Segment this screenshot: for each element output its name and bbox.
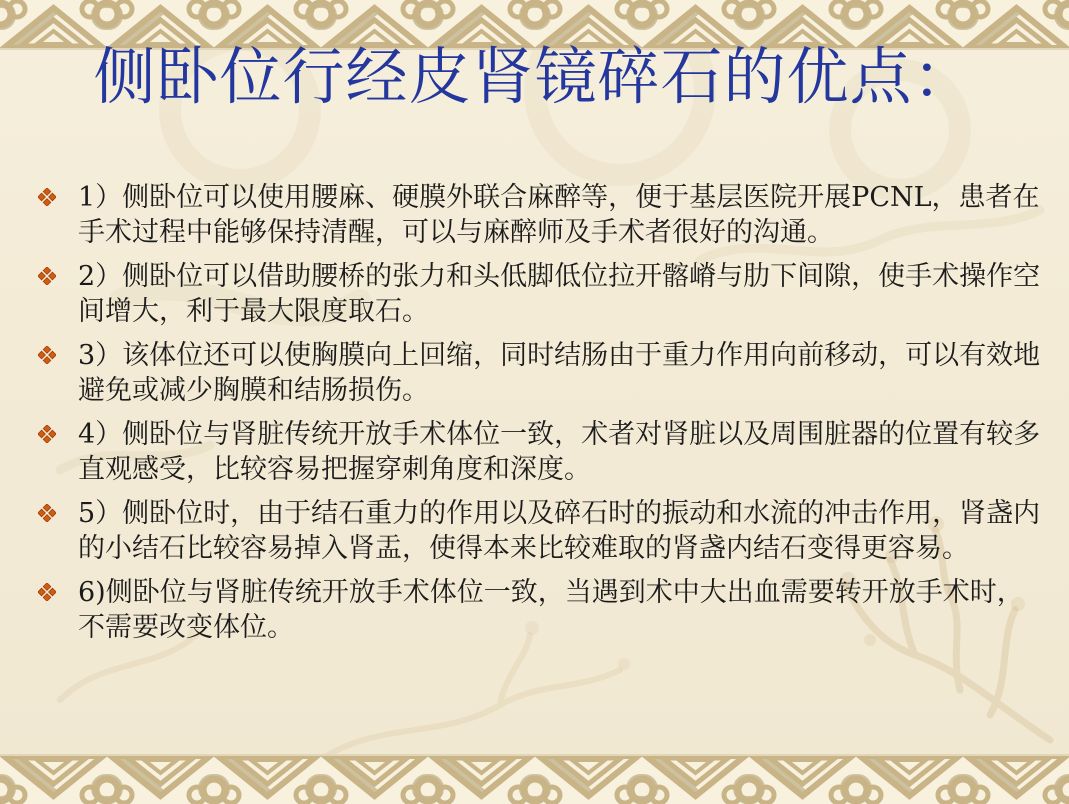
bullet-text: 5）侧卧位时，由于结石重力的作用以及碎石时的振动和水流的冲击作用，肾盏内的小结石比较容易掉入肾盂，使得本来比较难取的肾盏内结石变得更容易。 [78, 497, 1041, 564]
bullet-item-5 [36, 496, 1043, 566]
slide-title: 侧卧位行经皮肾镜碎石的优点： [93, 40, 976, 113]
bullet-item-3 [36, 338, 1043, 408]
four-diamond-bullet-icon [38, 346, 56, 364]
bullet-list [36, 180, 1043, 645]
bullet-item-1 [36, 180, 1043, 250]
bullet-text: 1）侧卧位可以使用腰麻、硬膜外联合麻醉等，便于基层医院开展PCNL，患者在手术过程中能够保持清醒，可以与麻醉师及手术者很好的沟通。 [78, 181, 1040, 248]
decorative-border-bottom [0, 754, 1069, 804]
four-diamond-bullet-icon [38, 267, 56, 285]
bullet-item-6 [36, 575, 1043, 645]
bullet-item-4 [36, 417, 1043, 487]
bullet-text: 2）侧卧位可以借助腰桥的张力和头低脚低位拉开髂嵴与肋下间隙，使手术操作空间增大，利于最大限度取石。 [78, 260, 1041, 327]
bullet-text: 3）该体位还可以使胸膜向上回缩，同时结肠由于重力作用向前移动，可以有效地避免或减少胸膜和结肠损伤。 [78, 339, 1041, 406]
four-diamond-bullet-icon [38, 504, 56, 522]
four-diamond-bullet-icon [38, 425, 56, 443]
four-diamond-bullet-icon [38, 188, 56, 206]
four-diamond-bullet-icon [38, 583, 56, 601]
bullet-text: 6)侧卧位与肾脏传统开放手术体位一致，当遇到术中大出血需要转开放手术时，不需要改变体位。 [78, 576, 1024, 643]
bullet-item-2 [36, 259, 1043, 329]
bullet-text: 4）侧卧位与肾脏传统开放手术体位一致，术者对肾脏以及周围脏器的位置有较多直观感受，比较容易把握穿刺角度和深度。 [78, 418, 1041, 485]
